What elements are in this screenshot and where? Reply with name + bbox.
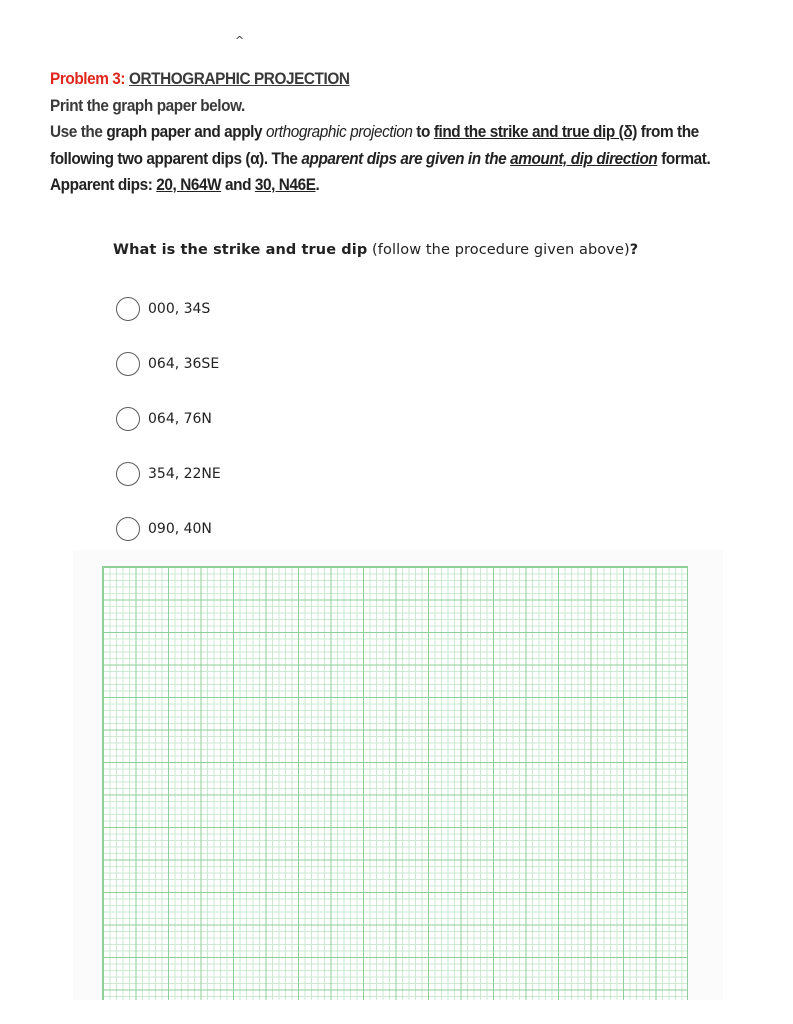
answer-option[interactable] xyxy=(116,459,221,489)
answer-option-label: 090, 40N xyxy=(148,521,212,537)
instruction-line-1: Use the graph paper and apply orthographic projection to find the strike and true dip (δ) from the xyxy=(50,123,699,141)
answer-options xyxy=(116,294,221,569)
problem-title: ORTHOGRAPHIC PROJECTION xyxy=(128,70,350,88)
problem-statement xyxy=(50,66,711,199)
problem-number: Problem 3: xyxy=(50,70,126,88)
caret-mark: ^ xyxy=(235,34,245,47)
answer-option[interactable] xyxy=(116,404,221,434)
answer-option[interactable] xyxy=(116,349,221,379)
answer-option[interactable] xyxy=(116,514,221,544)
answer-option-label: 000, 34S xyxy=(148,301,211,317)
instruction-line-2: following two apparent dips (α). The apparent dips are given in the amount, dip direction format. xyxy=(50,149,711,168)
print-instruction: Print the graph paper below. xyxy=(50,96,245,115)
radio-button[interactable] xyxy=(116,407,140,431)
apparent-dips-line: Apparent dips: 20, N64W and 30, N46E. xyxy=(50,176,320,194)
question-text: What is the strike and true dip (follow the procedure given above)? xyxy=(113,242,639,258)
radio-button[interactable] xyxy=(116,462,140,486)
answer-option-label: 064, 76N xyxy=(148,411,212,427)
answer-option-label: 064, 36SE xyxy=(148,356,220,372)
answer-option[interactable] xyxy=(116,294,221,324)
radio-button[interactable] xyxy=(116,517,140,541)
answer-option-label: 354, 22NE xyxy=(148,466,221,482)
radio-button[interactable] xyxy=(116,297,140,321)
graph-paper xyxy=(102,566,688,1000)
problem-heading xyxy=(50,66,645,93)
radio-button[interactable] xyxy=(116,352,140,376)
